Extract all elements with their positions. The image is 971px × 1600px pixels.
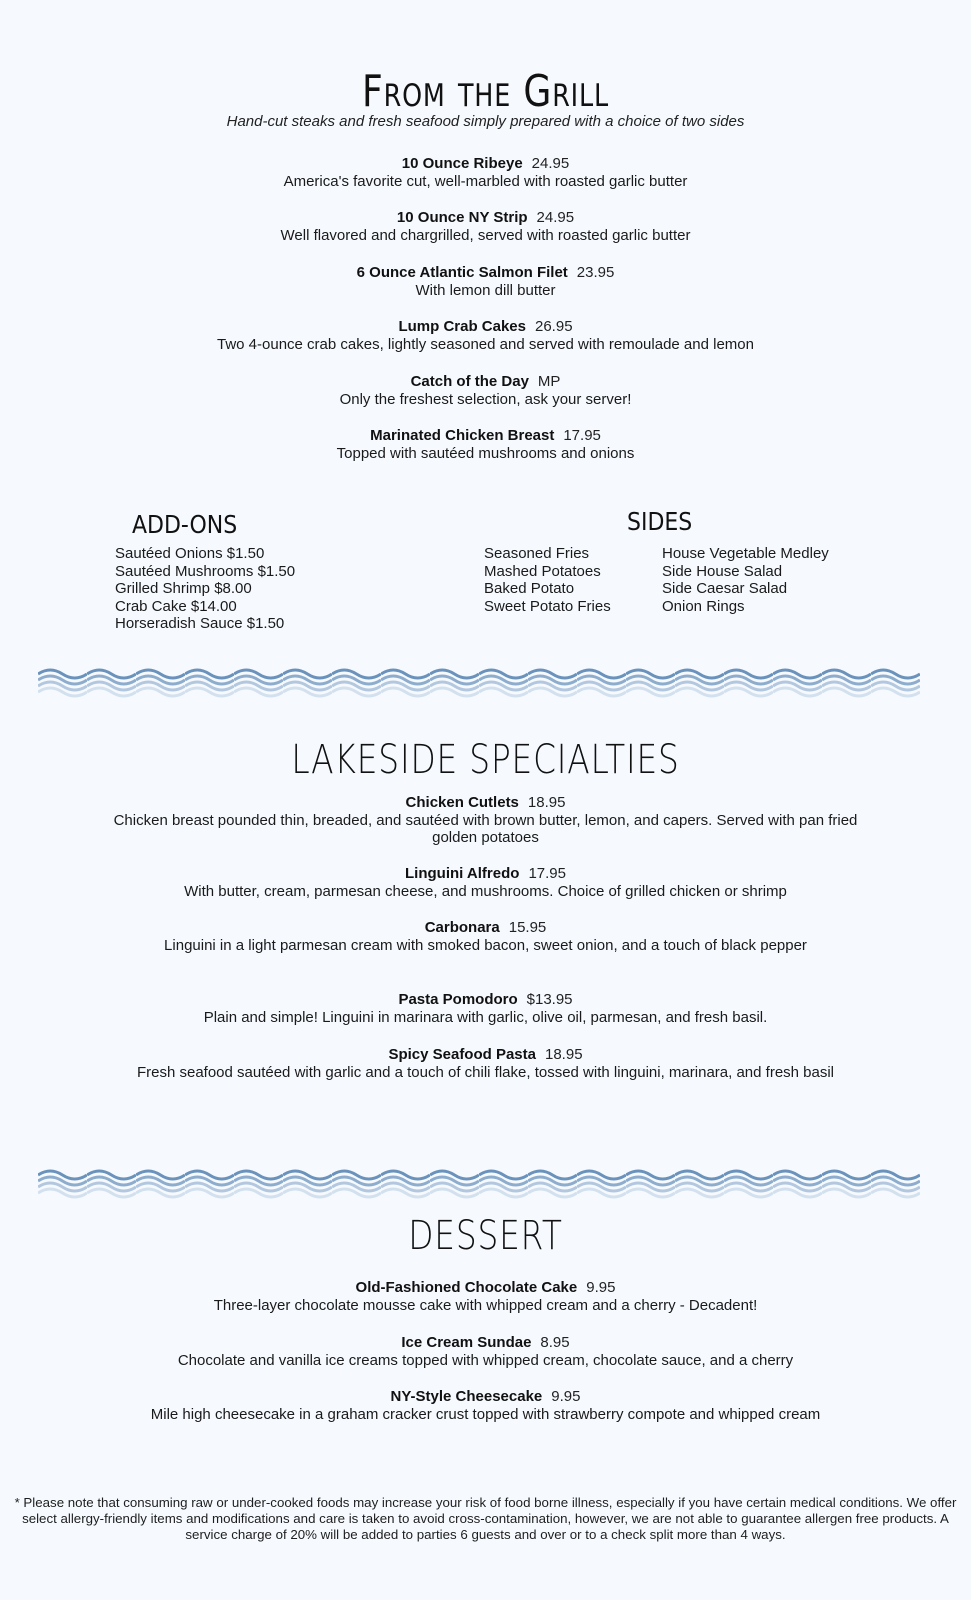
menu-item [0,264,971,299]
item-desc: Only the freshest selection, ask your server! [339,390,632,408]
menu-item [0,209,971,244]
section-title-grill: From the Grill [362,66,609,117]
item-price: $13.95 [526,991,573,1008]
item-price: 8.95 [540,1334,570,1351]
item-name: Carbonara [424,919,500,936]
item-desc: Chocolate and vanilla ice creams topped with whipped cream, chocolate sauce, and a cherry [177,1351,794,1369]
item-desc: Fresh seafood sautéed with garlic and a touch of chili flake, tossed with linguini, marinara, and fresh basil [136,1063,835,1081]
menu-item [0,1388,971,1423]
section-title-lakeside: LAKESIDE SPECIALTIES [291,737,680,783]
item-name: 10 Ounce Ribeye [401,155,523,172]
sides-list-col2 [662,545,829,615]
item-price: 17.95 [528,865,566,882]
menu-item [0,1046,971,1081]
item-price: 17.95 [563,427,601,444]
item-desc: America's favorite cut, well-marbled with roasted garlic butter [283,172,688,190]
side-item: Side Caesar Salad [662,580,788,597]
item-name: Ice Cream Sundae [401,1334,532,1351]
item-name: Old-Fashioned Chocolate Cake [355,1279,578,1296]
footer-disclaimer: * Please note that consuming raw or under-cooked foods may increase your risk of food borne illness, especially if you have certain medical conditions. We offer select allergy-friendly items and modifications and care is taken to avoid cross-contamination, however, we are not able to guarantee allergen free products. A service charge of 20% will be added to parties 6 guests and over or to a check split more than 4 ways. [14,1495,957,1542]
item-price: 18.95 [545,1046,583,1063]
item-name: Pasta Pomodoro [398,991,518,1008]
side-item: Side House Salad [662,562,783,580]
addon-item: Sautéed Mushrooms $1.50 [115,562,296,580]
menu-item [0,865,971,900]
item-name: 6 Ounce Atlantic Salmon Filet [356,264,568,281]
menu-item [0,1334,971,1369]
side-item: House Vegetable Medley [662,545,829,562]
item-price: 9.95 [586,1279,616,1296]
item-name: Linguini Alfredo [405,865,520,882]
side-item: Mashed Potatoes [484,562,601,580]
item-price: 9.95 [551,1388,581,1405]
item-name: Spicy Seafood Pasta [388,1046,536,1063]
sides-list-col1 [484,545,611,615]
item-desc: Mile high cheesecake in a graham cracker crust topped with strawberry compote and whipped cream [150,1405,821,1423]
menu-item [0,991,971,1026]
item-desc: With butter, cream, parmesan cheese, and mushrooms. Choice of grilled chicken or shrimp [184,882,787,900]
item-price: 24.95 [536,209,575,226]
menu-item [0,794,971,847]
item-name: Chicken Cutlets [405,794,519,811]
addon-item: Grilled Shrimp $8.00 [115,580,252,597]
menu-item [0,1279,971,1314]
item-price: 26.95 [535,318,573,335]
side-item: Sweet Potato Fries [484,597,611,615]
menu-item [0,373,971,408]
item-name: Marinated Chicken Breast [370,427,555,444]
side-item: Baked Potato [484,580,575,597]
section-title-dessert: DESSERT [408,1213,563,1259]
addons-title: ADD-ONS [132,510,238,539]
wave-divider-icon [38,1169,920,1203]
menu-item [0,919,971,954]
item-name: Catch of the Day [410,373,529,390]
addon-item: Crab Cake $14.00 [115,597,237,615]
menu-item [0,318,971,353]
sides-title: SIDES [627,507,693,536]
side-item: Onion Rings [662,597,745,615]
item-price: 15.95 [508,919,547,936]
side-item: Seasoned Fries [484,545,590,562]
item-desc: Plain and simple! Linguini in marinara with garlic, olive oil, parmesan, and fresh basil. [203,1008,768,1026]
menu-item [0,155,971,190]
grill-tagline: Hand-cut steaks and fresh seafood simply prepared with a choice of two sides [226,113,745,130]
item-name: NY-Style Cheesecake [390,1388,543,1405]
item-desc: Well flavored and chargrilled, served with roasted garlic butter [280,226,691,244]
item-desc: Topped with sautéed mushrooms and onions [336,444,635,462]
item-desc: Chicken breast pounded thin, breaded, and sautéed with brown butter, lemon, and capers. Served with pan fried golden potatoes [113,811,858,846]
wave-divider-icon [38,668,920,702]
item-desc: With lemon dill butter [415,281,556,299]
item-price: 18.95 [527,794,566,811]
menu-item [0,427,971,462]
addon-item: Sautéed Onions $1.50 [115,545,265,562]
item-price: 23.95 [576,264,615,281]
addon-item: Horseradish Sauce $1.50 [115,615,285,632]
item-price: MP [537,373,561,390]
item-name: 10 Ounce NY Strip [396,209,528,226]
item-desc: Three-layer chocolate mousse cake with whipped cream and a cherry - Decadent! [213,1296,758,1314]
item-price: 24.95 [531,155,570,172]
item-name: Lump Crab Cakes [398,318,526,335]
addons-list [115,545,295,633]
item-desc: Linguini in a light parmesan cream with smoked bacon, sweet onion, and a touch of black pepper [164,936,807,954]
item-desc: Two 4-ounce crab cakes, lightly seasoned and served with remoulade and lemon [217,335,754,353]
